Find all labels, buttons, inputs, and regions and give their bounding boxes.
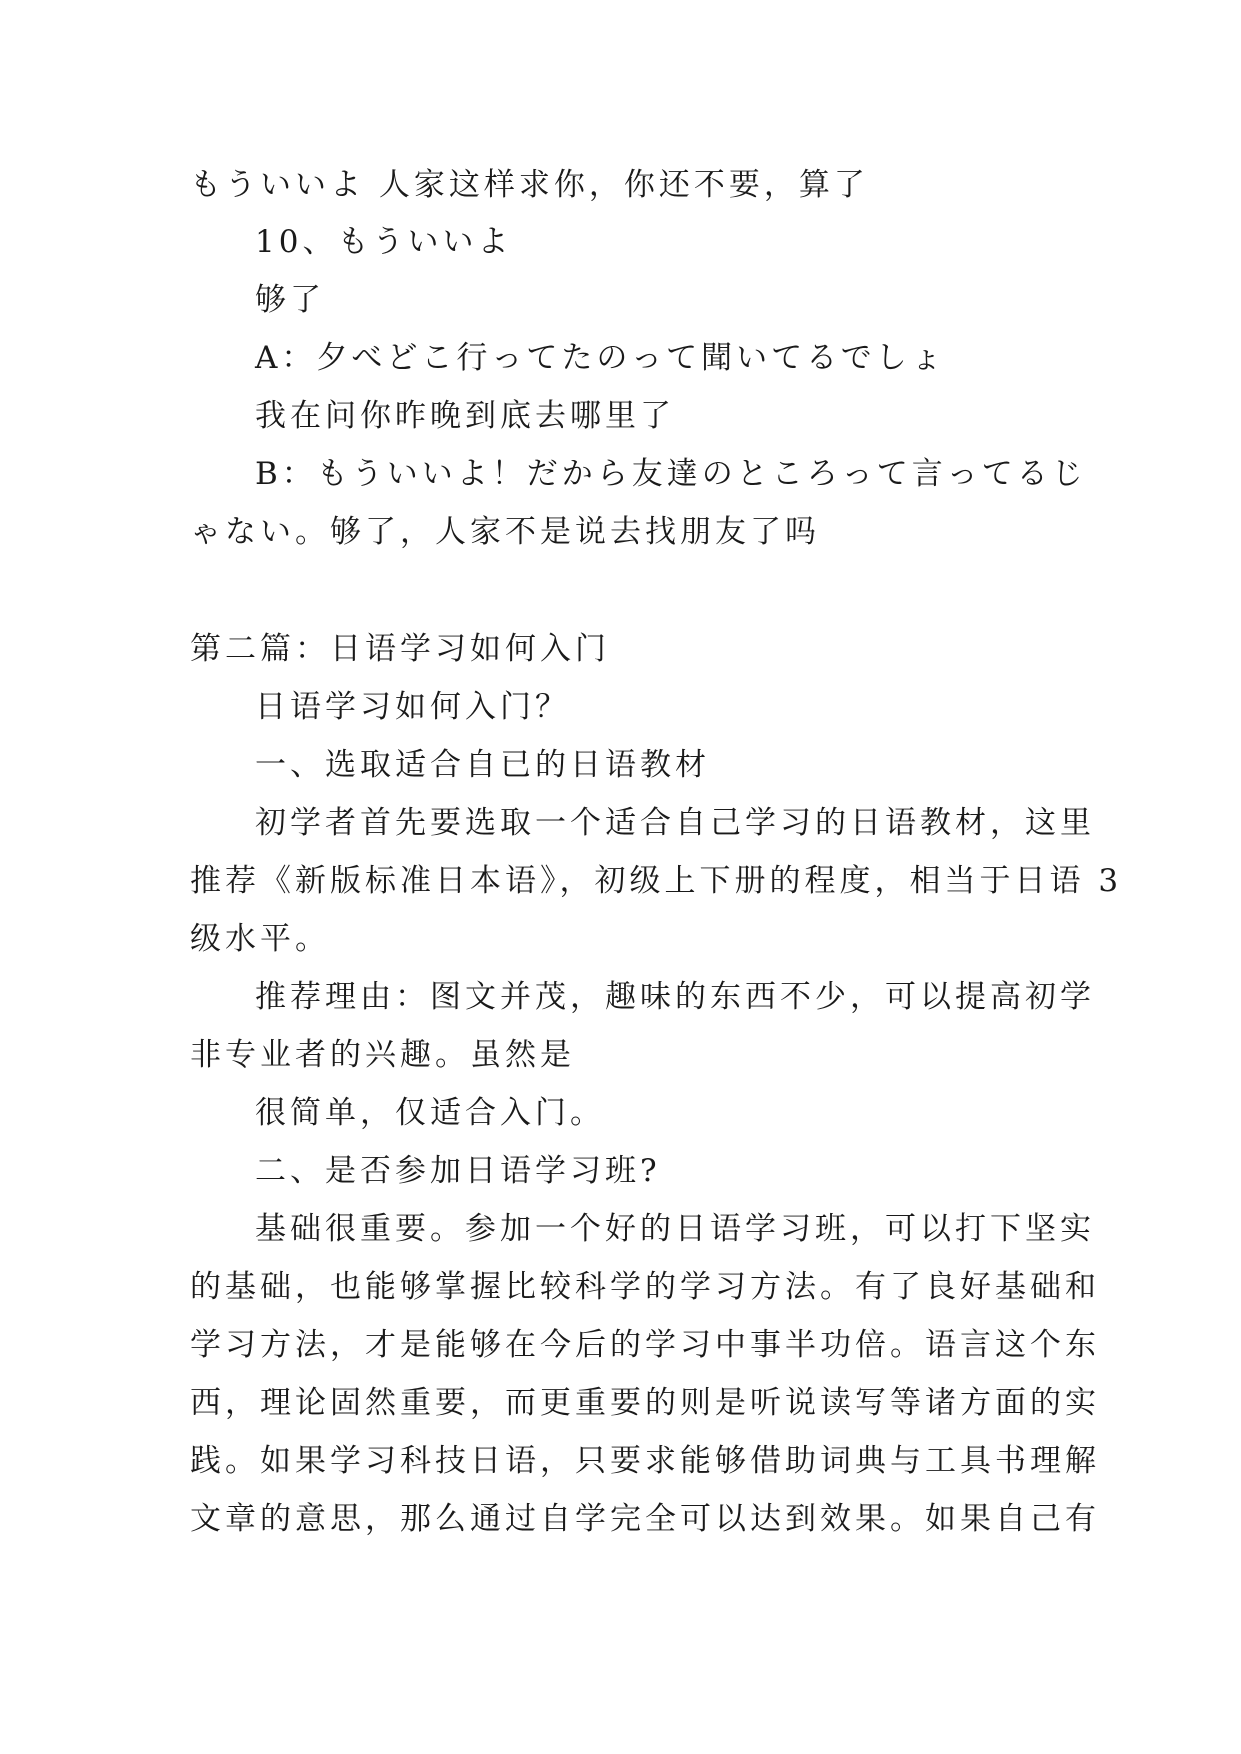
text-line: 西，理论固然重要，而更重要的则是听说读写等诸方面的实 <box>190 1385 1100 1421</box>
text-line: もういいよ 人家这样求你，你还不要，算了 <box>190 167 869 203</box>
text-line: B：もういいよ！だから友達のところって言ってるじ <box>255 456 1087 492</box>
text-line: 推荐理由：图文并茂，趣味的东西不少，可以提高初学 <box>255 979 1095 1015</box>
text-line: ゃない。够了，人家不是说去找朋友了吗 <box>190 514 820 550</box>
text-line: 很简单，仅适合入门。 <box>255 1095 605 1131</box>
text-line: 践。如果学习科技日语，只要求能够借助词典与工具书理解 <box>190 1443 1100 1479</box>
text-line: 非专业者的兴趣。虽然是 <box>190 1037 575 1073</box>
text-line: 基础很重要。参加一个好的日语学习班，可以打下坚实 <box>255 1211 1095 1247</box>
text-line: 的基础，也能够掌握比较科学的学习方法。有了良好基础和 <box>190 1269 1100 1305</box>
text-line: 推荐《新版标准日本语》，初级上下册的程度，相当于日语 3 <box>190 863 1123 899</box>
text-line: 一、选取适合自已的日语教材 <box>255 747 710 783</box>
text-line: 学习方法，才是能够在今后的学习中事半功倍。语言这个东 <box>190 1327 1100 1363</box>
text-line: 日语学习如何入门？ <box>255 689 570 725</box>
text-line: 初学者首先要选取一个适合自己学习的日语教材，这里 <box>255 805 1095 841</box>
text-line: 10、もういいよ <box>255 224 513 260</box>
text-line: 二、是否参加日语学习班? <box>255 1153 661 1189</box>
section-heading: 第二篇：日语学习如何入门 <box>190 631 610 667</box>
text-line: A：夕べどこ行ってたのって聞いてるでしょ <box>255 340 946 376</box>
text-line: 级水平。 <box>190 921 330 957</box>
text-line: 文章的意思，那么通过自学完全可以达到效果。如果自己有 <box>190 1501 1100 1537</box>
text-line: 够了 <box>255 282 325 318</box>
text-line: 我在问你昨晚到底去哪里了 <box>255 398 675 434</box>
